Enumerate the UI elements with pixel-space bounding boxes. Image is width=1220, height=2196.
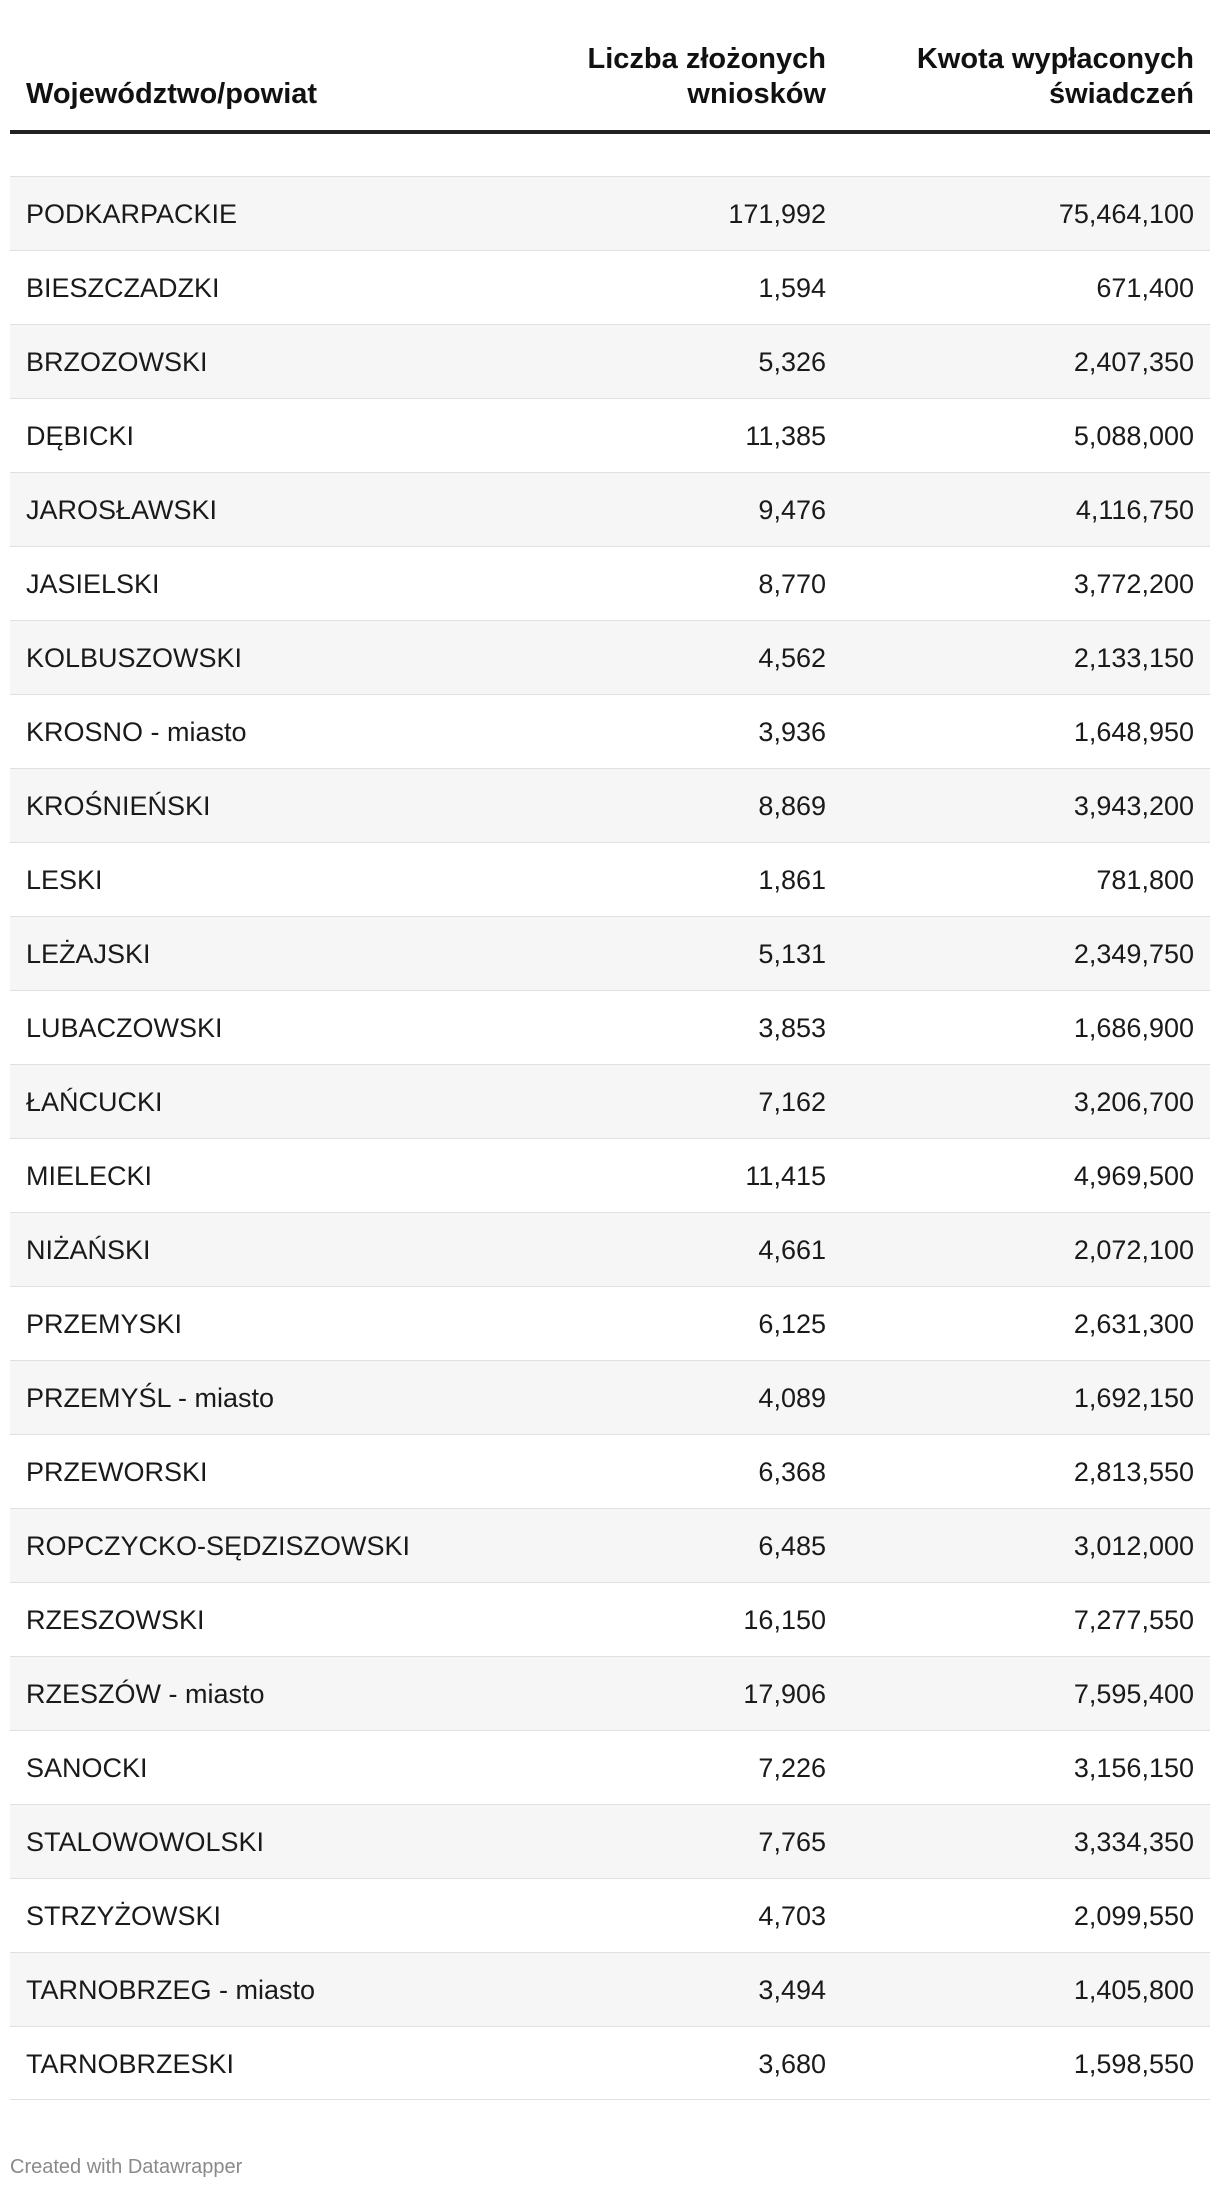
- row-name-cell: KOLBUSZOWSKI: [26, 643, 243, 673]
- row-amount-cell: 2,407,350: [1073, 347, 1194, 377]
- table-row: [10, 546, 1210, 620]
- column-header-count-line-1: Liczba złożonych: [587, 43, 826, 75]
- row-name-cell: KROŚNIEŃSKI: [26, 791, 211, 821]
- row-count-cell: 3,494: [758, 1975, 826, 2005]
- row-name-cell: NIŻAŃSKI: [26, 1235, 151, 1265]
- table-row: [10, 1138, 1210, 1212]
- row-name-cell: ŁAŃCUCKI: [26, 1087, 163, 1117]
- row-name-cell: JASIELSKI: [26, 569, 160, 599]
- table-row: [10, 1434, 1210, 1508]
- row-count-cell: 17,906: [743, 1679, 826, 1709]
- row-name-cell: BIESZCZADZKI: [26, 273, 220, 303]
- row-count-cell: 8,869: [758, 791, 826, 821]
- table-row: [10, 1730, 1210, 1804]
- row-count-cell: 6,368: [758, 1457, 826, 1487]
- table-row: [10, 1656, 1210, 1730]
- row-name-cell: PRZEMYSKI: [26, 1309, 183, 1339]
- table-row: [10, 250, 1210, 324]
- row-count-cell: 7,162: [758, 1087, 826, 1117]
- row-amount-cell: 781,800: [1096, 865, 1194, 895]
- row-count-cell: 11,385: [745, 421, 826, 451]
- row-name-cell: LEŻAJSKI: [26, 939, 151, 969]
- row-count-cell: 1,594: [758, 273, 826, 303]
- column-header-count-line-2: wniosków: [687, 78, 826, 110]
- row-count-cell: 16,150: [743, 1605, 826, 1635]
- row-count-cell: 4,661: [758, 1235, 826, 1265]
- table-row: [10, 620, 1210, 694]
- row-name-cell: MIELECKI: [26, 1161, 153, 1191]
- table-row: [10, 1878, 1210, 1952]
- row-amount-cell: 1,405,800: [1073, 1975, 1194, 2005]
- table-row: [10, 694, 1210, 768]
- table-row: [10, 1212, 1210, 1286]
- row-name-cell: LUBACZOWSKI: [26, 1013, 223, 1043]
- row-count-cell: 7,765: [758, 1827, 826, 1857]
- column-header-amount-line-2: świadczeń: [1048, 78, 1194, 110]
- row-amount-cell: 1,692,150: [1073, 1383, 1194, 1413]
- row-name-cell: LESKI: [26, 865, 103, 895]
- table-row: [10, 1804, 1210, 1878]
- row-name-cell: TARNOBRZESKI: [26, 2049, 235, 2079]
- data-table: [10, 0, 1210, 2100]
- column-header-name-line: Województwo/powiat: [26, 78, 318, 110]
- row-amount-cell: 3,156,150: [1073, 1753, 1194, 1783]
- table-row: [10, 1064, 1210, 1138]
- row-name-cell: RZESZÓW - miasto: [26, 1679, 265, 1709]
- row-amount-cell: 2,133,150: [1073, 643, 1194, 673]
- row-count-cell: 5,326: [758, 347, 826, 377]
- row-count-cell: 4,089: [758, 1383, 826, 1413]
- table-row: [10, 1952, 1210, 2026]
- row-amount-cell: 2,349,750: [1073, 939, 1194, 969]
- row-name-cell: STALOWOWOLSKI: [26, 1827, 265, 1857]
- column-header-count[interactable]: [588, 42, 826, 112]
- row-count-cell: 4,703: [758, 1901, 826, 1931]
- row-name-cell: PRZEWORSKI: [26, 1457, 208, 1487]
- table-header: [10, 0, 1210, 134]
- row-amount-cell: 1,686,900: [1073, 1013, 1194, 1043]
- row-count-cell: 8,770: [758, 569, 826, 599]
- row-count-cell: 9,476: [758, 495, 826, 525]
- column-header-amount-line-1: Kwota wypłaconych: [916, 43, 1194, 75]
- row-amount-cell: 75,464,100: [1058, 199, 1194, 229]
- column-header-amount[interactable]: [917, 42, 1194, 112]
- row-count-cell: 6,485: [758, 1531, 826, 1561]
- row-amount-cell: 1,648,950: [1073, 717, 1194, 747]
- row-amount-cell: 2,813,550: [1073, 1457, 1194, 1487]
- table-row: [10, 916, 1210, 990]
- row-count-cell: 5,131: [758, 939, 826, 969]
- row-count-cell: 3,853: [758, 1013, 826, 1043]
- table-row: [10, 2026, 1210, 2100]
- row-name-cell: DĘBICKI: [26, 421, 135, 451]
- row-amount-cell: 3,943,200: [1073, 791, 1194, 821]
- row-amount-cell: 5,088,000: [1073, 421, 1194, 451]
- row-count-cell: 3,680: [758, 2049, 826, 2079]
- row-amount-cell: 3,772,200: [1073, 569, 1194, 599]
- row-amount-cell: 2,072,100: [1073, 1235, 1194, 1265]
- table-row: [10, 472, 1210, 546]
- row-amount-cell: 2,631,300: [1073, 1309, 1194, 1339]
- table-row: [10, 990, 1210, 1064]
- row-count-cell: 6,125: [758, 1309, 826, 1339]
- row-count-cell: 3,936: [758, 717, 826, 747]
- row-name-cell: SANOCKI: [26, 1753, 148, 1783]
- datawrapper-credit[interactable]: Created with Datawrapper: [10, 2156, 243, 2178]
- table-row: [10, 1360, 1210, 1434]
- table-row: [10, 842, 1210, 916]
- table-row: [10, 176, 1210, 250]
- table-row: [10, 1286, 1210, 1360]
- table-row: [10, 324, 1210, 398]
- row-amount-cell: 4,116,750: [1075, 495, 1194, 525]
- table-row: [10, 398, 1210, 472]
- row-name-cell: PRZEMYŚL - miasto: [26, 1383, 275, 1413]
- table-row: [10, 1508, 1210, 1582]
- row-name-cell: RZESZOWSKI: [26, 1605, 205, 1635]
- row-amount-cell: 2,099,550: [1073, 1901, 1194, 1931]
- table-row: [10, 1582, 1210, 1656]
- row-amount-cell: 1,598,550: [1073, 2049, 1194, 2079]
- row-amount-cell: 4,969,500: [1073, 1161, 1194, 1191]
- row-name-cell: JAROSŁAWSKI: [26, 495, 218, 525]
- row-name-cell: KROSNO - miasto: [26, 717, 247, 747]
- row-count-cell: 1,861: [758, 865, 826, 895]
- column-header-name[interactable]: [26, 77, 317, 112]
- row-name-cell: ROPCZYCKO-SĘDZISZOWSKI: [26, 1531, 411, 1561]
- row-count-cell: 171,992: [728, 199, 826, 229]
- row-amount-cell: 3,334,350: [1073, 1827, 1194, 1857]
- row-count-cell: 4,562: [758, 643, 826, 673]
- row-name-cell: TARNOBRZEG - miasto: [26, 1975, 316, 2005]
- header-spacer: [10, 134, 1210, 176]
- table-body: [10, 176, 1210, 2100]
- row-name-cell: PODKARPACKIE: [26, 199, 238, 229]
- row-amount-cell: 3,206,700: [1073, 1087, 1194, 1117]
- table-row: [10, 768, 1210, 842]
- row-name-cell: BRZOZOWSKI: [26, 347, 208, 377]
- row-amount-cell: 7,595,400: [1073, 1679, 1194, 1709]
- row-amount-cell: 671,400: [1096, 273, 1194, 303]
- row-count-cell: 7,226: [758, 1753, 826, 1783]
- row-amount-cell: 3,012,000: [1073, 1531, 1194, 1561]
- row-count-cell: 11,415: [745, 1161, 826, 1191]
- row-amount-cell: 7,277,550: [1073, 1605, 1194, 1635]
- row-name-cell: STRZYŻOWSKI: [26, 1901, 221, 1931]
